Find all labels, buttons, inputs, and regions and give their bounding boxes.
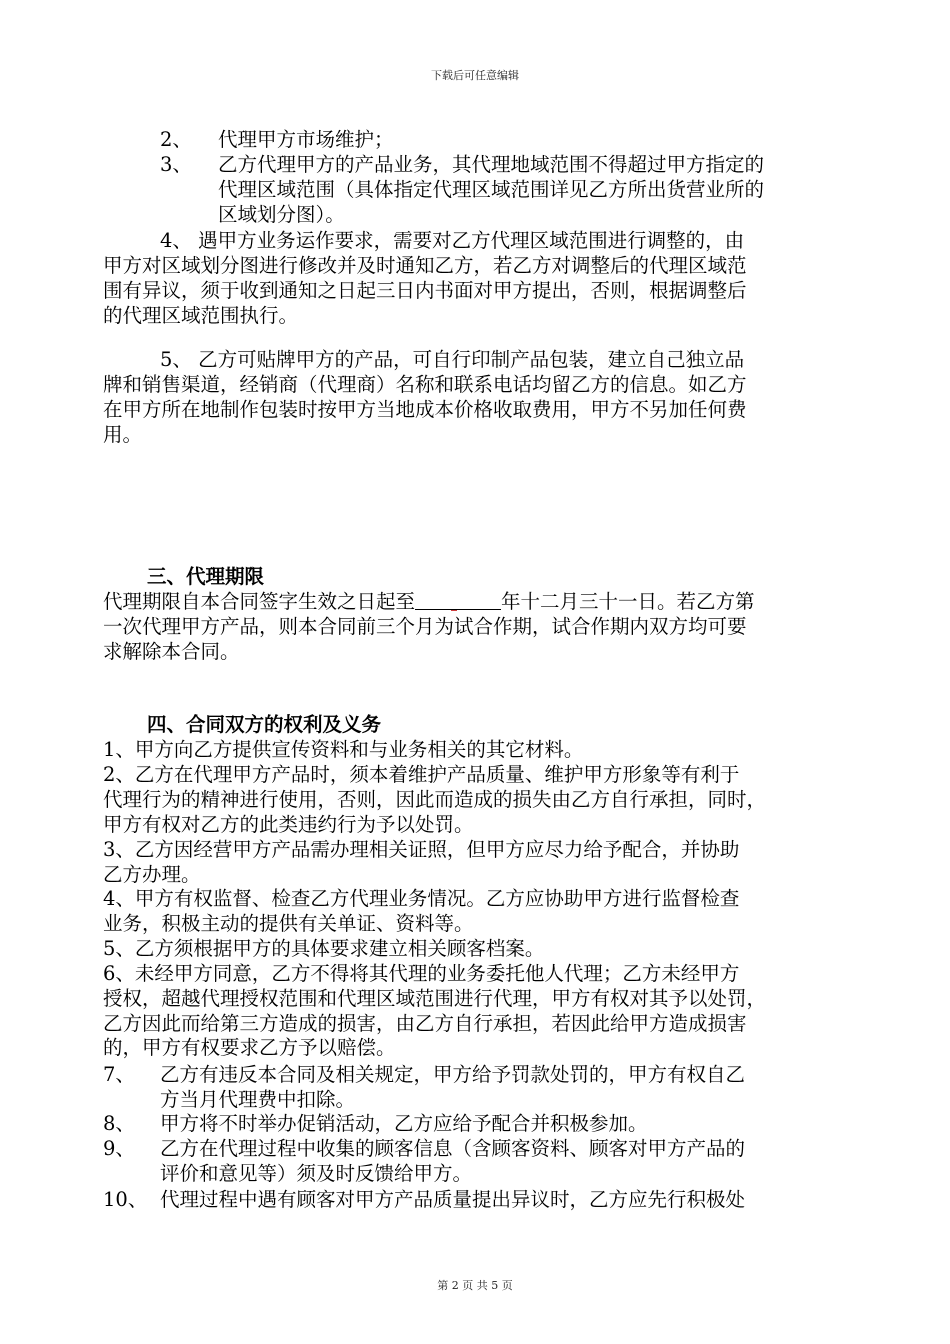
item-3-number: 3、 bbox=[160, 153, 192, 176]
section-4-text-line: 6、未经甲方同意，乙方不得将其代理的业务委托他人代理；乙方未经甲方 bbox=[103, 962, 740, 985]
section-3-text-line: 一次代理甲方产品，则本合同前三个月为试合作期，试合作期内双方均可要 bbox=[103, 615, 747, 638]
item-8-number: 8、 bbox=[103, 1112, 135, 1135]
item-9-text-line: 评价和意见等）须及时反馈给甲方。 bbox=[160, 1162, 473, 1185]
item-5-text-line: 用。 bbox=[103, 423, 143, 446]
section-4-text-line: 的，甲方有权要求乙方予以赔偿。 bbox=[103, 1036, 396, 1059]
section-3-text-line: 求解除本合同。 bbox=[103, 640, 240, 663]
section-4-text-line: 乙方因此而给第三方造成的损害，由乙方自行承担，若因此给甲方造成损害 bbox=[103, 1012, 747, 1035]
item-4-text-line: 4、 遇甲方业务运作要求，需要对乙方代理区域范围进行调整的，由 bbox=[160, 229, 745, 252]
item-3-text-line: 代理区域范围（具体指定代理区域范围详见乙方所出货营业所的 bbox=[218, 178, 765, 201]
item-9-text-line: 乙方在代理过程中收集的顾客信息（含顾客资料、顾客对甲方产品的 bbox=[160, 1137, 746, 1160]
term-text-before: 代理期限自本合同签字生效之日起至 bbox=[103, 590, 416, 613]
item-7-text-line: 方当月代理费中扣除。 bbox=[160, 1088, 356, 1111]
section-4-text-line: 4、甲方有权监督、检查乙方代理业务情况。乙方应协助甲方进行监督检查 bbox=[103, 887, 740, 910]
item-10-text-line: 代理过程中遇有顾客对甲方产品质量提出异议时，乙方应先行积极处 bbox=[160, 1188, 746, 1211]
section-4-text-line: 2、乙方在代理甲方产品时，须本着维护产品质量、维护甲方形象等有利于 bbox=[103, 763, 740, 786]
item-4-text-line: 的代理区域范围执行。 bbox=[103, 304, 299, 327]
item-5-text-line: 5、 乙方可贴牌甲方的产品，可自行印制产品包装，建立自己独立品 bbox=[160, 348, 745, 371]
year-blank-field bbox=[415, 591, 501, 610]
item-2-number: 2、 bbox=[160, 128, 192, 151]
section-4-text-line: 甲方有权对乙方的此类违约行为予以处罚。 bbox=[103, 813, 474, 836]
section-4-text-line: 代理行为的精神进行使用，否则，因此而造成的损失由乙方自行承担，同时， bbox=[103, 788, 767, 811]
section-3-text-line bbox=[103, 589, 755, 614]
item-3-text-line: 区域划分图）。 bbox=[218, 203, 345, 226]
section-3-heading: 三、代理期限 bbox=[147, 565, 265, 588]
item-5-text-line: 牌和销售渠道，经销商（代理商）名称和联系电话均留乙方的信息。如乙方 bbox=[103, 373, 747, 396]
item-10-number: 10、 bbox=[103, 1188, 148, 1211]
item-8-text-line: 甲方将不时举办促销活动，乙方应给予配合并积极参加。 bbox=[160, 1112, 648, 1135]
item-3-text-line: 乙方代理甲方的产品业务，其代理地域范围不得超过甲方指定的 bbox=[218, 153, 765, 176]
term-text-after: 年十二月三十一日。若乙方第 bbox=[501, 590, 755, 613]
item-7-number: 7、 bbox=[103, 1063, 135, 1086]
item-5-text-line: 在甲方所在地制作包装时按甲方当地成本价格收取费用，甲方不另加任何费 bbox=[103, 398, 747, 421]
item-9-number: 9、 bbox=[103, 1137, 135, 1160]
item-4-text-line: 围有异议，须于收到通知之日起三日内书面对甲方提出，否则，根据调整后 bbox=[103, 279, 747, 302]
section-4-text-line: 授权，超越代理授权范围和代理区域范围进行代理，甲方有权对其予以处罚， bbox=[103, 987, 767, 1010]
section-4-heading: 四、合同双方的权利及义务 bbox=[147, 713, 382, 736]
section-4-text-line: 5、乙方须根据甲方的具体要求建立相关顾客档案。 bbox=[103, 937, 545, 960]
section-4-text-line: 1、甲方向乙方提供宣传资料和与业务相关的其它材料。 bbox=[103, 738, 584, 761]
item-4-text-line: 甲方对区域划分图进行修改并及时通知乙方，若乙方对调整后的代理区域范 bbox=[103, 254, 747, 277]
page-footer: 第 2 页 共 5 页 bbox=[437, 1279, 513, 1292]
item-2-text: 代理甲方市场维护； bbox=[218, 128, 394, 151]
section-4-text-line: 3、乙方因经营甲方产品需办理相关证照，但甲方应尽力给予配合，并协助 bbox=[103, 838, 740, 861]
item-7-text-line: 乙方有违反本合同及相关规定，甲方给予罚款处罚的，甲方有权自乙 bbox=[160, 1063, 746, 1086]
section-4-text-line: 业务，积极主动的提供有关单证、资料等。 bbox=[103, 912, 474, 935]
page-header: 下载后可任意编辑 bbox=[431, 69, 519, 82]
section-4-text-line: 乙方办理。 bbox=[103, 863, 201, 886]
